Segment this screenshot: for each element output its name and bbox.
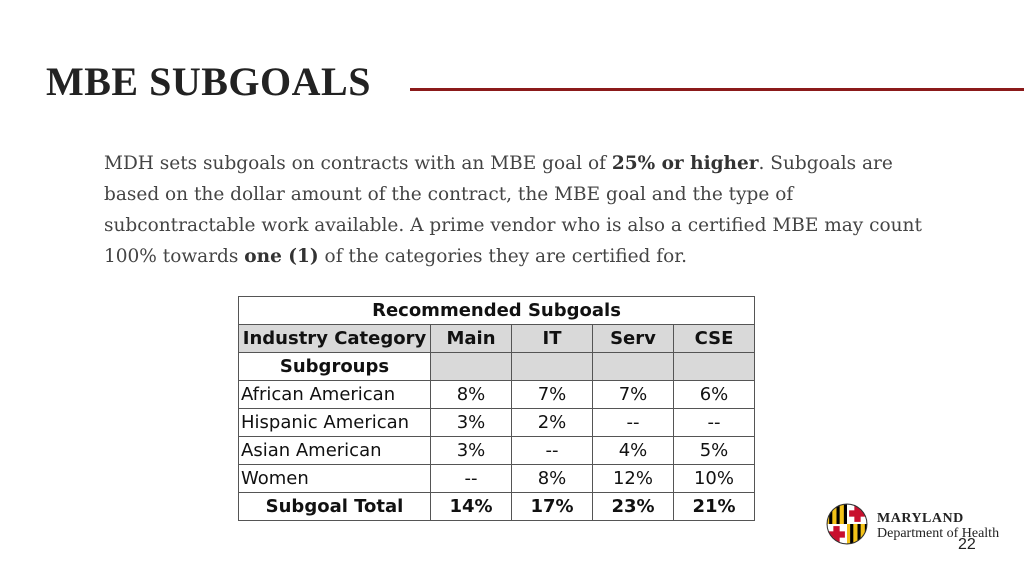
header-serv: Serv	[593, 325, 674, 353]
cell-cse: 10%	[674, 465, 755, 493]
header-main: Main	[431, 325, 512, 353]
header-industry-category: Industry Category	[239, 325, 431, 353]
cell-serv: 12%	[593, 465, 674, 493]
cell-it: --	[512, 437, 593, 465]
cell-main: --	[431, 465, 512, 493]
cell-main: 3%	[431, 409, 512, 437]
row-label: African American	[239, 381, 431, 409]
total-serv: 23%	[593, 493, 674, 521]
cell-it: 2%	[512, 409, 593, 437]
cell-cse: --	[674, 409, 755, 437]
cell-cse: 6%	[674, 381, 755, 409]
table-row	[239, 437, 755, 465]
cell-main: 8%	[431, 381, 512, 409]
total-label: Subgoal Total	[239, 493, 431, 521]
logo-line-maryland: MARYLAND	[877, 511, 964, 526]
cell-serv: 4%	[593, 437, 674, 465]
subgoals-table	[238, 296, 755, 521]
row-label: Hispanic American	[239, 409, 431, 437]
total-row	[239, 493, 755, 521]
cell-serv: 7%	[593, 381, 674, 409]
paragraph-bold-goal: 25% or higher	[611, 153, 759, 174]
paragraph-text-2: . Subgoals are based on the dollar amount of the contract, the MBE goal and the type of subcontractable work available. A prime vendor who is also a certified MBE may count 100% towards	[104, 153, 922, 267]
slide-title: MBE SUBGOALS	[46, 59, 371, 104]
subgroups-row	[239, 353, 755, 381]
subgroups-blank-cell	[431, 353, 512, 381]
paragraph-text-3: of the categories they are certified for.	[318, 246, 687, 267]
header-it: IT	[512, 325, 593, 353]
total-cse: 21%	[674, 493, 755, 521]
subgroups-label: Subgroups	[239, 353, 431, 381]
table-row	[239, 465, 755, 493]
table-caption: Recommended Subgoals	[239, 297, 755, 325]
subgroups-blank-cell	[593, 353, 674, 381]
table-caption-row	[239, 297, 755, 325]
subgroups-blank-cell	[512, 353, 593, 381]
cell-it: 8%	[512, 465, 593, 493]
row-label: Asian American	[239, 437, 431, 465]
maryland-flag-seal-icon	[826, 503, 868, 545]
title-divider	[410, 88, 1024, 91]
table-row	[239, 409, 755, 437]
maryland-health-logo-text	[877, 511, 999, 541]
paragraph-text-1: MDH sets subgoals on contracts with an MBE goal of	[104, 153, 612, 174]
intro-paragraph	[104, 148, 924, 272]
paragraph-bold-one: one (1)	[244, 246, 319, 267]
total-it: 17%	[512, 493, 593, 521]
cell-cse: 5%	[674, 437, 755, 465]
total-main: 14%	[431, 493, 512, 521]
cell-it: 7%	[512, 381, 593, 409]
table-header-row	[239, 325, 755, 353]
logo-line-department: Department of Health	[877, 526, 1000, 541]
page-number: 22	[958, 536, 976, 553]
row-label: Women	[239, 465, 431, 493]
table-row	[239, 381, 755, 409]
cell-serv: --	[593, 409, 674, 437]
cell-main: 3%	[431, 437, 512, 465]
subgroups-blank-cell	[674, 353, 755, 381]
header-cse: CSE	[674, 325, 755, 353]
